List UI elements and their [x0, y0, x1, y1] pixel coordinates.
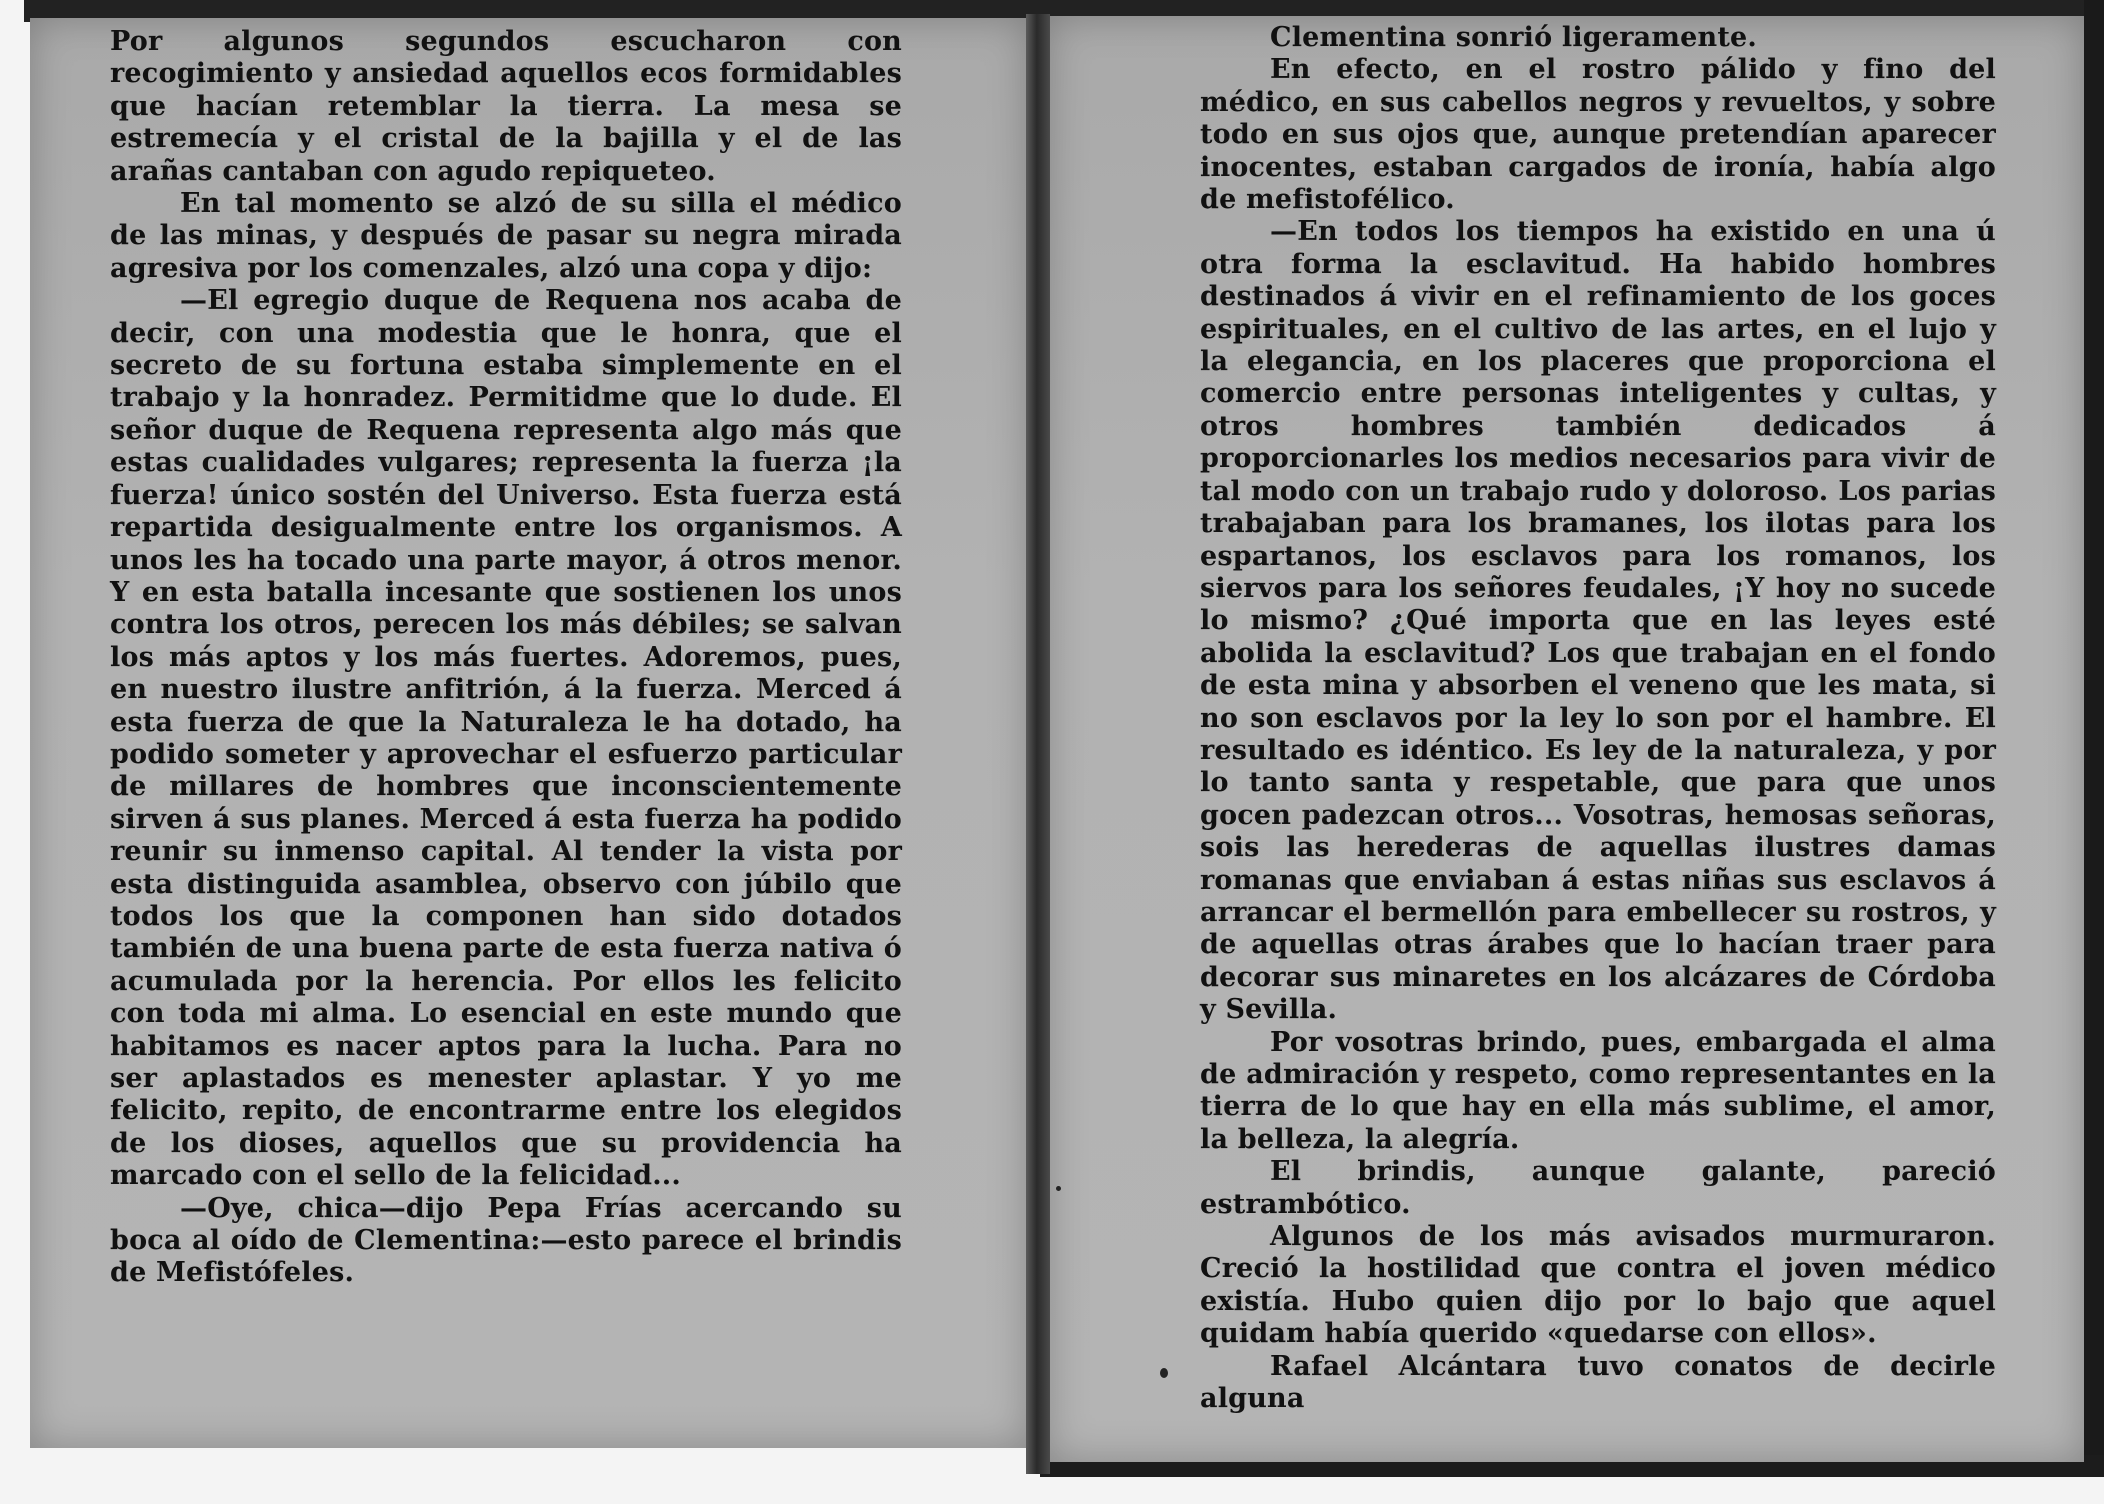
right-paragraph: —En todos los tiempos ha existido en una ú otra forma la esclavitud. Ha habido hombres destinados á vivir en el refinamiento de los goces espirituales, en el cultivo de las artes, en el lujo y la elegancia, en los placeres que proporciona el comercio entre personas inteligentes y cultas, y otros hombres también dedicados á proporcionarles los medios necesarios para vivir de tal modo con un trabajo rudo y doloroso. Los parias trabajaban para los bramanes, los ilotas para los espartanos, los esclavos para los romanos, los siervos para los señores feudales, ¡Y hoy no sucede lo mismo? ¿Qué importa que en las leyes esté abolida la esclavitud? Los que trabajan en el fondo de esta mina y absorben el veneno que les mata, si no son esclavos por la ley lo son por el hambre. El resultado es idéntico. Es ley de la naturaleza, y por lo tanto santa y respetable, que para que unos gocen padezcan otros... Vosotras, hemosas señoras, sois las herederas de aquellas ilustres damas romanas que enviaban á estas niñas sus esclavos á arrancar el bermellón para embellecer su rostros, y de aquellas otras árabes que lo hacían traer para decorar sus minaretes en los alcázares de Córdoba y Sevilla.: [1200, 216, 1996, 1026]
right-paragraph: En efecto, en el rostro pálido y fino del médico, en sus cabellos negros y revueltos, y sobre todo en sus ojos que, aunque pretendían aparecer inocentes, estaban cargados de ironía, había algo de mefistofélico.: [1200, 54, 1996, 216]
ink-speck: [1160, 1368, 1168, 1378]
left-paragraph: —Oye, chica—dijo Pepa Frías acercando su boca al oído de Clementina:—esto parece el brindis de Mefistófeles.: [110, 1192, 902, 1289]
left-paragraph: Por algunos segundos escucharon con recogimiento y ansiedad aquellos ecos formidables que hacían retemblar la tierra. La mesa se estremecía y el cristal de la bajilla y el de las arañas cantaban con agudo repiqueteo.: [110, 26, 902, 187]
right-paragraph: El brindis, aunque galante, pareció estrambótico.: [1200, 1156, 1996, 1220]
book-gutter: [1026, 14, 1050, 1474]
left-paragraph: En tal momento se alzó de su silla el médico de las minas, y después de pasar su negra mirada agresiva por los comenzales, alzó una copa y dijo:: [110, 188, 902, 284]
left-paragraph: —El egregio duque de Requena nos acaba de decir, con una modestia que le honra, que el secreto de su fortuna estaba simplemente en el trabajo y la honradez. Permitidme que lo dude. El señor duque de Requena representa algo más que estas cualidades vulgares; representa la fuerza ¡la fuerza! único sostén del Universo. Esta fuerza está repartida desigualmente entre los organismos. A unos les ha tocado una parte mayor, á otros menor. Y en esta batalla incesante que sostienen los unos contra los otros, perecen los más débiles; se salvan los más aptos y los más fuertes. Adoremos, pues, en nuestro ilustre anfitrión, á la fuerza. Merced á esta fuerza de que la Naturaleza le ha dotado, ha podido someter y aprovechar el esfuerzo particular de millares de hombres que inconscientemente sirven á sus planes. Merced á esta fuerza ha podido reunir su inmenso capital. Al tender la vista por esta distinguida asamblea, observo con júbilo que todos los que la componen han sido dotados también de una buena parte de esta fuerza nativa ó acumulada por la herencia. Por ellos les felicito con toda mi alma. Lo esencial en este mundo que habitamos es nacer aptos para la lucha. Para no ser aplastados es menester aplastar. Y yo me felicito, repito, de encontrarme entre los elegidos de los dioses, aquellos que su providencia ha marcado con el sello de la felicidad...: [110, 285, 902, 1192]
right-page-text: [1200, 22, 1996, 1415]
ink-speck: [1056, 1186, 1061, 1191]
left-page-text: [110, 26, 902, 1290]
right-paragraph: Rafael Alcántara tuvo conatos de decirle alguna: [1200, 1350, 1996, 1415]
right-paragraph: Algunos de los más avisados murmuraron. Creció la hostilidad que contra el joven médico existía. Hubo quien dijo por lo bajo que aquel quidam había querido «quedarse con ellos».: [1200, 1221, 1996, 1350]
right-paragraph: Por vosotras brindo, pues, embargada el alma de admiración y respeto, como representantes en la tierra de lo que hay en ella más sublime, el amor, la belleza, la alegría.: [1200, 1026, 1996, 1155]
scan-right-border: [2084, 0, 2104, 1475]
right-paragraph: Clementina sonrió ligeramente.: [1270, 22, 1758, 53]
